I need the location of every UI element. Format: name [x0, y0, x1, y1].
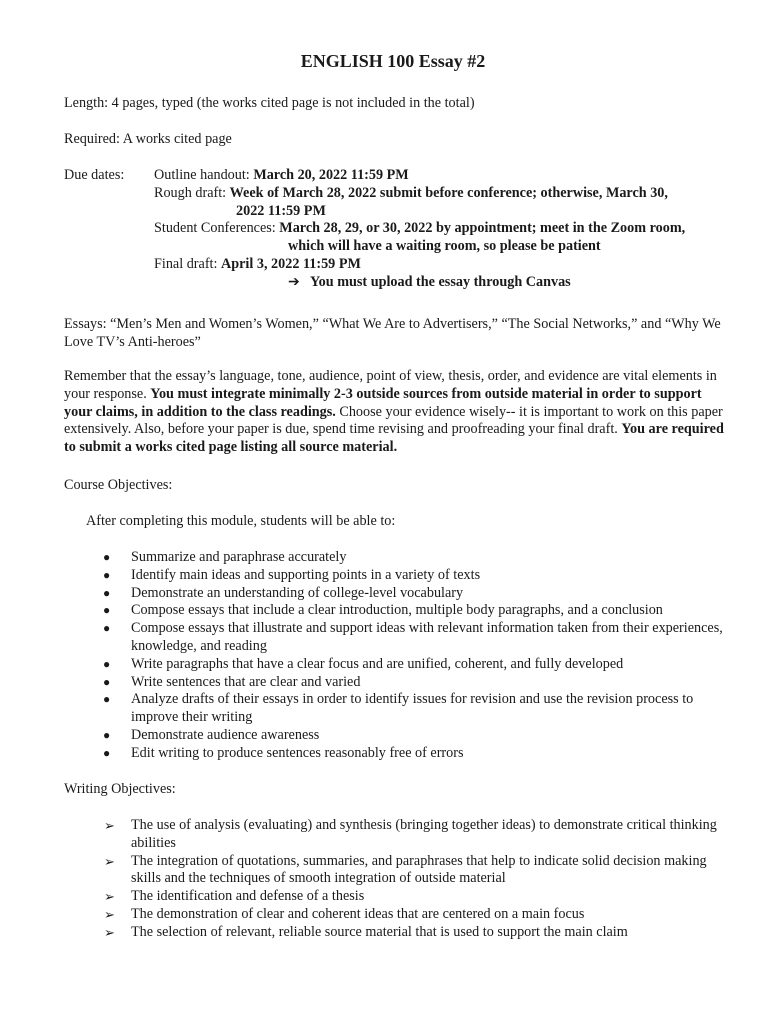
list-item: ● Write sentences that are clear and varied — [103, 673, 361, 690]
writing-objectives-heading: Writing Objectives: — [64, 781, 176, 797]
right-arrow-icon: ➔ — [288, 273, 300, 290]
arrow-bullet-icon: ➢ — [104, 924, 115, 940]
arrow-bullet-icon: ➢ — [104, 889, 115, 905]
bullet-icon: ● — [103, 692, 111, 707]
bullet-icon: ● — [103, 585, 111, 600]
list-item: ➢ The integration of quotations, summaries, and paraphrases that help to indicate solid decision making skills and the techniques of smooth integration of outside material — [104, 852, 707, 887]
course-objectives-intro: After completing this module, students will be able to: — [86, 513, 396, 529]
bullet-icon: ● — [103, 727, 111, 742]
essays-paragraph: Essays: “Men’s Men and Women’s Women,” “What We Are to Advertisers,” “The Social Networks,” and “Why We Love TV’s Anti-heroes” — [64, 316, 721, 350]
arrow-bullet-icon: ➢ — [104, 906, 115, 922]
conference-date: March 28, 29, or 30, 2022 by appointment; meet in the Zoom room, — [279, 220, 686, 237]
bullet-icon: ● — [103, 621, 111, 636]
list-item: ● Demonstrate audience awareness — [103, 726, 320, 743]
instructions-bold-2: You are required to submit a works cited page listing all source material. — [64, 421, 724, 456]
list-item: ● Edit writing to produce sentences reasonably free of errors — [103, 744, 464, 761]
canvas-note: You must upload the essay through Canvas — [310, 273, 571, 290]
arrow-bullet-icon: ➢ — [104, 818, 115, 833]
bullet-icon: ● — [103, 656, 111, 671]
final-draft-label: Final draft: — [154, 255, 221, 272]
bullet-icon: ● — [103, 567, 111, 582]
list-item: ➢ The identification and defense of a thesis — [104, 888, 365, 905]
conference-row — [154, 220, 734, 238]
list-item: ● Write paragraphs that have a clear focus and are unified, coherent, and fully developed — [103, 655, 624, 672]
writing-objectives-list — [104, 817, 734, 942]
document-title: ENGLISH 100 Essay #2 — [300, 51, 486, 71]
instructions-bold-1: You must integrate minimally 2-3 outside sources from outside material in order to support your claims, in addition to the class readings. — [64, 385, 702, 420]
canvas-row — [154, 274, 734, 292]
rough-draft-label: Rough draft: — [154, 184, 230, 201]
instructions-paragraph — [64, 368, 724, 457]
rough-draft-row — [154, 185, 734, 203]
list-item: ● Summarize and paraphrase accurately — [103, 549, 347, 565]
bullet-icon: ● — [103, 550, 111, 564]
list-item: ● Identify main ideas and supporting points in a variety of texts — [103, 566, 481, 583]
outline-date: March 20, 2022 11:59 PM — [253, 167, 409, 183]
bullet-icon: ● — [103, 603, 111, 618]
due-dates-block — [154, 167, 734, 292]
list-item: ➢ The use of analysis (evaluating) and synthesis (bringing together ideas) to demonstrate critical thinking abilities — [104, 817, 717, 851]
outline-row — [154, 167, 734, 185]
course-objectives-list — [103, 549, 733, 763]
list-item: ● Analyze drafts of their essays in order to identify issues for revision and use the revision process to improve their writing — [103, 691, 694, 726]
instructions-text-1: Remember that the essay’s language, tone, audience, point of view, thesis, order, and evidence are vital elements in your response. — [64, 368, 717, 402]
rough-draft-row-cont — [154, 203, 734, 221]
bullet-icon: ● — [103, 745, 111, 760]
outline-label: Outline handout: — [154, 167, 254, 183]
rough-draft-date-cont: 2022 11:59 PM — [236, 202, 326, 219]
list-item: ● Demonstrate an understanding of college-level vocabulary — [103, 584, 464, 601]
rough-draft-date: Week of March 28, 2022 submit before conference; otherwise, March 30, — [229, 184, 668, 201]
list-item: ➢ The demonstration of clear and coherent ideas that are centered on a main focus — [104, 905, 585, 922]
final-draft-date: April 3, 2022 11:59 PM — [220, 255, 361, 272]
required-line: Required: A works cited page — [64, 131, 232, 147]
list-item: ➢ The selection of relevant, reliable source material that is used to support the main claim — [104, 923, 628, 940]
conference-row-cont — [154, 238, 734, 256]
arrow-bullet-icon: ➢ — [104, 853, 115, 869]
instructions-text-2: Choose your evidence wisely-- it is important to work on this paper extensively. Also, before your paper is due, spend time revising and proofreading your final draft. — [64, 403, 723, 438]
list-item: ● Compose essays that include a clear introduction, multiple body paragraphs, and a conclusion — [103, 602, 663, 619]
course-objectives-heading: Course Objectives: — [64, 477, 173, 493]
list-item: ● Compose essays that illustrate and support ideas with relevant information taken from their experiences, knowledge, and reading — [103, 620, 723, 654]
bullet-icon: ● — [103, 674, 111, 689]
conference-note: which will have a waiting room, so please be patient — [288, 238, 601, 255]
final-draft-row — [154, 256, 734, 274]
conference-label: Student Conferences: — [154, 220, 280, 237]
length-line: Length: 4 pages, typed (the works cited page is not included in the total) — [64, 95, 475, 111]
due-dates-label: Due dates: — [64, 167, 125, 183]
